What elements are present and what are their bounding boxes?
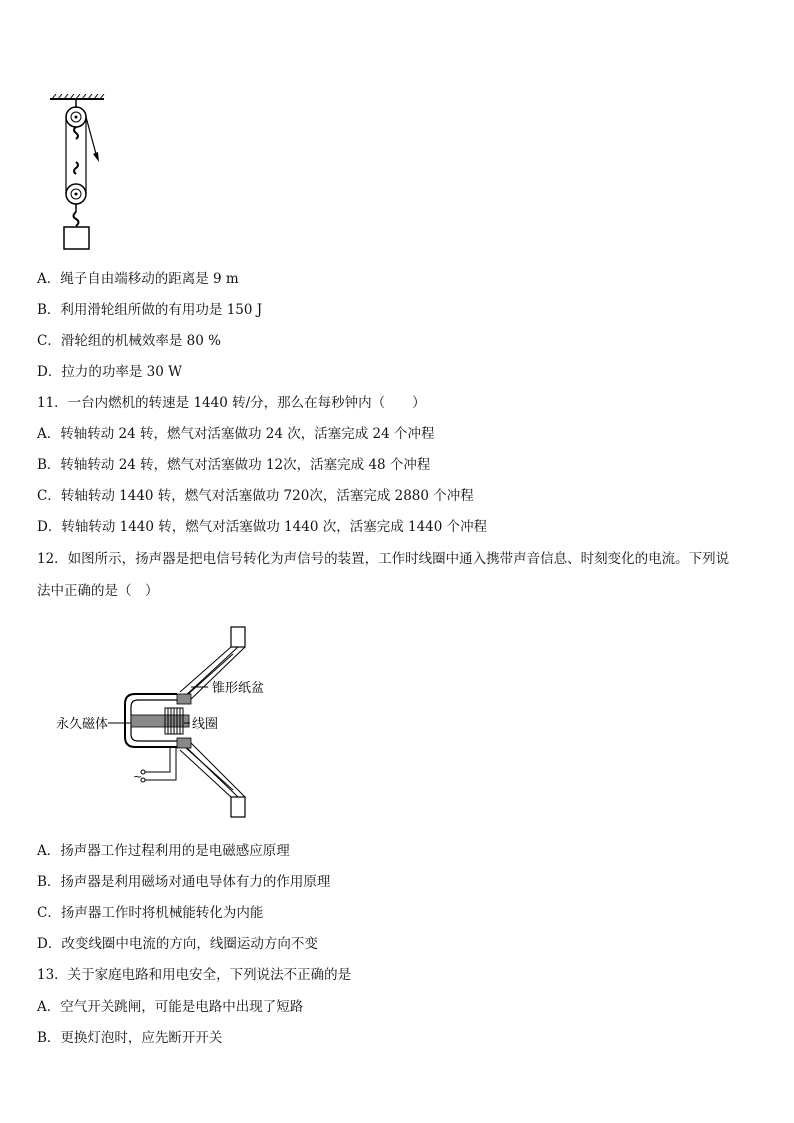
- q11-stem: 11．一台内燃机的转速是 1440 转/分，那么在每秒钟内（ ）: [37, 395, 426, 411]
- q10-option-a: A．绳子自由端移动的距离是 9 m: [37, 271, 239, 287]
- speaker-diagram-figure: [50, 622, 300, 822]
- label-magnet: 永久磁体: [56, 717, 109, 732]
- q11-option-d: D．转轴转动 1440 转，燃气对活塞做功 1440 次，活塞完成 1440 个冲程: [37, 519, 488, 535]
- label-cone: 锥形纸盆: [212, 681, 265, 696]
- q10-option-d: D．拉力的功率是 30 W: [37, 364, 182, 380]
- q12-stem-line1: 12．如图所示，扬声器是把电信号转化为声信号的装置，工作时线圈中通入携带声音信息、时刻变化的电流。下列说: [37, 551, 730, 567]
- q10-option-b: B．利用滑轮组所做的有用功是 150 J: [37, 302, 263, 318]
- q12-option-c: C．扬声器工作时将机械能转化为内能: [37, 905, 264, 921]
- label-coil: 线圈: [192, 717, 219, 732]
- pulley-system-figure: [44, 94, 114, 254]
- q13-stem: 13．关于家庭电路和用电安全，下列说法不正确的是: [37, 967, 352, 983]
- q12-option-b: B．扬声器是利用磁场对通电导体有力的作用原理: [37, 874, 331, 890]
- q11-option-a: A．转轴转动 24 转，燃气对活塞做功 24 次，活塞完成 24 个冲程: [37, 426, 435, 442]
- q13-option-b: B．更换灯泡时，应先断开开关: [37, 1030, 223, 1046]
- q11-option-b: B．转轴转动 24 转，燃气对活塞做功 12次，活塞完成 48 个冲程: [37, 457, 431, 473]
- q12-option-a: A．扬声器工作过程利用的是电磁感应原理: [37, 843, 290, 859]
- q13-option-a: A．空气开关跳闸，可能是电路中出现了短路: [37, 999, 304, 1015]
- ac-source-symbol: ~: [133, 770, 143, 783]
- q10-option-c: C．滑轮组的机械效率是 80 %: [37, 333, 221, 349]
- q12-stem-line2: 法中正确的是（ ）: [37, 583, 159, 599]
- q11-option-c: C．转轴转动 1440 转，燃气对活塞做功 720次，活塞完成 2880 个冲程: [37, 488, 474, 504]
- q12-option-d: D．改变线圈中电流的方向，线圈运动方向不变: [37, 936, 318, 952]
